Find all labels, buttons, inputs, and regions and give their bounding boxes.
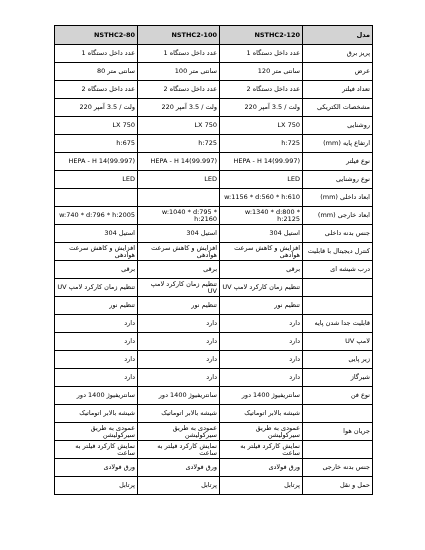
row-label-cell: پریز برق	[303, 45, 373, 63]
value-cell: تنظیم زمان کارکرد لامپ UV	[55, 279, 138, 297]
table-body	[55, 45, 373, 495]
value-cell: سانتریفیوژ 1400 دور	[55, 387, 138, 405]
value-cell: سانتی متر 80	[55, 63, 138, 81]
value-cell: عدد داخل دستگاه 1	[220, 45, 303, 63]
value-cell: افزایش و کاهش سرعت هوادهی	[220, 243, 303, 261]
value-cell: LED	[55, 171, 138, 189]
header-model-cell: NSTHC2-100	[138, 26, 220, 45]
row-label-cell: تعداد فیلتر	[303, 81, 373, 99]
value-cell: دارد	[55, 351, 138, 369]
value-cell: نمایش کارکرد فیلتر به ساعت	[138, 441, 220, 459]
table-row	[55, 423, 373, 441]
table-row	[55, 261, 373, 279]
table-row	[55, 477, 373, 495]
table-row	[55, 207, 373, 225]
value-cell: سانتریفیوژ 1400 دور	[138, 387, 220, 405]
row-label-cell: روشنایی	[303, 117, 373, 135]
value-cell: h:675	[55, 135, 138, 153]
value-cell: HEPA - H 14(99.997)	[55, 153, 138, 171]
table-row	[55, 405, 373, 423]
row-label-cell: حمل و نقل	[303, 477, 373, 495]
header-label-cell: مدل	[303, 26, 373, 45]
table-row	[55, 225, 373, 243]
row-label-cell	[303, 279, 373, 297]
value-cell: دارد	[220, 369, 303, 387]
value-cell: ورق فولادی	[55, 459, 138, 477]
spec-table	[54, 25, 373, 495]
value-cell: w:1040 * d:795 * h:2160	[138, 207, 220, 225]
value-cell: پرتابل	[138, 477, 220, 495]
value-cell: برقی	[220, 261, 303, 279]
row-label-cell: زیر پایی	[303, 351, 373, 369]
header-model-cell: NSTHC2-120	[220, 26, 303, 45]
value-cell: تنظیم زمان کارکرد لامپ UV	[220, 279, 303, 297]
value-cell: ولت / 3.5 آمپر 220	[138, 99, 220, 117]
value-cell: عدد داخل دستگاه 1	[55, 45, 138, 63]
value-cell: دارد	[220, 315, 303, 333]
value-cell: نمایش کارکرد فیلتر به ساعت	[220, 441, 303, 459]
value-cell	[55, 189, 138, 207]
value-cell: برقی	[55, 261, 138, 279]
value-cell: h:725	[138, 135, 220, 153]
table-row	[55, 171, 373, 189]
value-cell: عمودی به طریق سیرکولیشن	[138, 423, 220, 441]
row-label-cell: شیرگاز	[303, 369, 373, 387]
value-cell: تنظیم زمان کارکرد لامپ UV	[138, 279, 220, 297]
value-cell: HEPA - H 14(99.997)	[220, 153, 303, 171]
row-label-cell: قابلیت جدا شدن پایه	[303, 315, 373, 333]
value-cell: افزایش و کاهش سرعت هوادهی	[138, 243, 220, 261]
value-cell: دارد	[55, 315, 138, 333]
value-cell: افزایش و کاهش سرعت هوادهی	[55, 243, 138, 261]
value-cell: استیل 304	[55, 225, 138, 243]
table-row	[55, 333, 373, 351]
table-row	[55, 189, 373, 207]
value-cell: 750 LX	[138, 117, 220, 135]
row-label-cell: جنس بدنه داخلی	[303, 225, 373, 243]
table-row	[55, 441, 373, 459]
value-cell: عدد داخل دستگاه 2	[220, 81, 303, 99]
table-header	[55, 26, 373, 45]
value-cell: ولت / 3.5 آمپر 220	[220, 99, 303, 117]
value-cell: پرتابل	[55, 477, 138, 495]
row-label-cell: ابعاد داخلی (mm)	[303, 189, 373, 207]
value-cell: تنظیم نور	[138, 297, 220, 315]
row-label-cell: عرض	[303, 63, 373, 81]
value-cell: دارد	[220, 333, 303, 351]
value-cell: دارد	[55, 333, 138, 351]
value-cell: دارد	[138, 351, 220, 369]
table-row	[55, 315, 373, 333]
row-label-cell: جریان هوا	[303, 423, 373, 441]
table-row	[55, 81, 373, 99]
value-cell: 750 LX	[220, 117, 303, 135]
row-label-cell: جنس بدنه خارجی	[303, 459, 373, 477]
row-label-cell: مشخصات الکتریکی	[303, 99, 373, 117]
value-cell: w:1156 * d:560 * h:610	[220, 189, 303, 207]
value-cell: تنظیم نور	[55, 297, 138, 315]
value-cell: عمودی به طریق سیرکولیشن	[220, 423, 303, 441]
row-label-cell	[303, 441, 373, 459]
value-cell: ورق فولادی	[138, 459, 220, 477]
value-cell: سانتریفیوژ 1400 دور	[220, 387, 303, 405]
row-label-cell	[303, 405, 373, 423]
header-row	[55, 26, 373, 45]
table-row	[55, 279, 373, 297]
table-row	[55, 153, 373, 171]
row-label-cell	[303, 297, 373, 315]
table-row	[55, 459, 373, 477]
value-cell: نمایش کارکرد فیلتر به ساعت	[55, 441, 138, 459]
value-cell: ولت / 3.5 آمپر 220	[55, 99, 138, 117]
value-cell: LED	[138, 171, 220, 189]
value-cell: برقی	[138, 261, 220, 279]
header-model-cell: NSTHC2-80	[55, 26, 138, 45]
value-cell: دارد	[55, 369, 138, 387]
value-cell: عدد داخل دستگاه 2	[138, 81, 220, 99]
table-row	[55, 135, 373, 153]
row-label-cell: ابعاد خارجی (mm)	[303, 207, 373, 225]
row-label-cell: نوع فن	[303, 387, 373, 405]
value-cell: عدد داخل دستگاه 1	[138, 45, 220, 63]
value-cell: h:725	[220, 135, 303, 153]
row-label-cell: درب شیشه ای	[303, 261, 373, 279]
value-cell: تنظیم نور	[220, 297, 303, 315]
value-cell: LED	[220, 171, 303, 189]
row-label-cell: نوع فیلتر	[303, 153, 373, 171]
value-cell: دارد	[138, 333, 220, 351]
value-cell: سانتی متر 120	[220, 63, 303, 81]
value-cell: w:740 * d:796 * h:2005	[55, 207, 138, 225]
table-row	[55, 45, 373, 63]
value-cell: شیشه بالابر اتوماتیک	[220, 405, 303, 423]
row-label-cell: لامپ UV	[303, 333, 373, 351]
value-cell: استیل 304	[138, 225, 220, 243]
table-row	[55, 99, 373, 117]
row-label-cell: ارتفاع پایه (mm)	[303, 135, 373, 153]
value-cell: پرتابل	[220, 477, 303, 495]
value-cell: عدد داخل دستگاه 2	[55, 81, 138, 99]
value-cell: ورق فولادی	[220, 459, 303, 477]
table-row	[55, 117, 373, 135]
table-row	[55, 63, 373, 81]
value-cell: دارد	[138, 315, 220, 333]
row-label-cell: کنترل دیجیتال با قابلیت	[303, 243, 373, 261]
value-cell: دارد	[220, 351, 303, 369]
table-row	[55, 351, 373, 369]
table-row	[55, 297, 373, 315]
value-cell	[138, 189, 220, 207]
row-label-cell: نوع روشنایی	[303, 171, 373, 189]
value-cell: شیشه بالابر اتوماتیک	[138, 405, 220, 423]
table-row	[55, 387, 373, 405]
value-cell: HEPA - H 14(99.997)	[138, 153, 220, 171]
table-row	[55, 369, 373, 387]
value-cell: دارد	[138, 369, 220, 387]
value-cell: 750 LX	[55, 117, 138, 135]
value-cell: عمودی به طریق سیرکولیشن	[55, 423, 138, 441]
value-cell: شیشه بالابر اتوماتیک	[55, 405, 138, 423]
value-cell: استیل 304	[220, 225, 303, 243]
value-cell: سانتی متر 100	[138, 63, 220, 81]
value-cell: w:1340 * d:800 * h:2125	[220, 207, 303, 225]
table-row	[55, 243, 373, 261]
